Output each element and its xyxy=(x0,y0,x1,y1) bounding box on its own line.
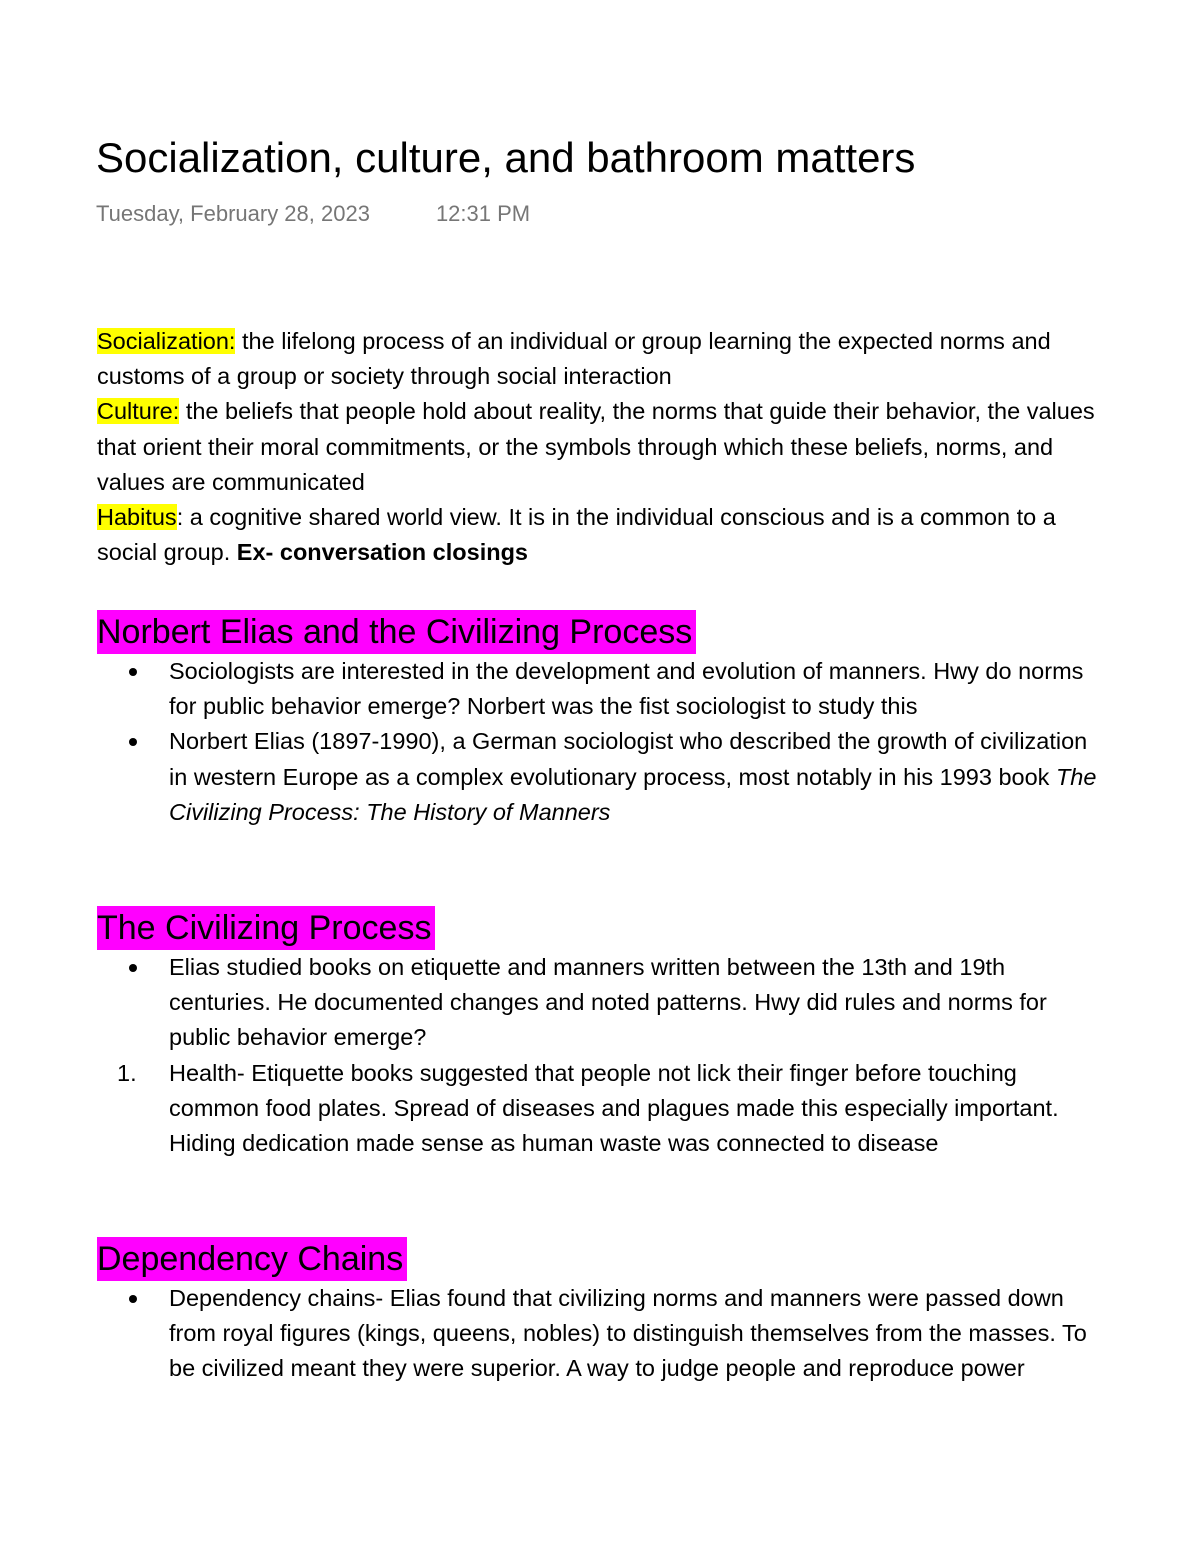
section-list xyxy=(97,1281,1107,1387)
habitus-example: Ex- conversation closings xyxy=(236,539,529,566)
list-item xyxy=(97,724,1107,830)
list-item xyxy=(97,1281,1107,1387)
definition-culture xyxy=(97,394,1097,500)
list-item-text: Dependency chains- Elias found that civilizing norms and manners were passed down from royal figures (kings, queens, nobles) to distinguish themselves from the masses. To be civilized meant they were superior. A way to judge people and reproduce power xyxy=(169,1285,1087,1382)
list-item xyxy=(97,950,1107,1056)
definitions-block xyxy=(97,324,1097,570)
section-heading: Dependency Chains xyxy=(97,1237,407,1281)
section-heading: The Civilizing Process xyxy=(97,906,435,950)
list-item xyxy=(97,654,1107,724)
book-title: The Civilizing Process: The History of Manners xyxy=(169,763,1097,825)
page-timestamp xyxy=(96,200,530,228)
section-norbert-elias xyxy=(97,610,1107,830)
list-item-text: Health- Etiquette books suggested that people not lick their finger before touching common food plates. Spread of diseases and plagues made this especially important. Hiding dedication made sense as human waste was connected to disease xyxy=(169,1059,1059,1157)
page-date: Tuesday, February 28, 2023 xyxy=(96,201,370,226)
definition-socialization-text: the lifelong process of an individual or group learning the expected norms and customs of a group or society through social interaction xyxy=(97,328,1051,390)
section-list xyxy=(97,654,1107,830)
definition-culture-text: the beliefs that people hold about reality, the norms that guide their behavior, the values that orient their moral commitments, or the symbols through which these beliefs, norms, and values are communicated xyxy=(97,398,1095,495)
list-item-text: Elias studied books on etiquette and manners written between the 13th and 19th centuries. He documented changes and noted patterns. Hwy did rules and norms for public behavior emerge? xyxy=(169,954,1047,1051)
section-heading: Norbert Elias and the Civilizing Process xyxy=(97,610,696,654)
list-item-text: Norbert Elias (1897-1990), a German sociologist who described the growth of civilization in western Europe as a complex evolutionary process, most notably in his 1993 book xyxy=(169,728,1088,790)
definition-habitus-text: : a cognitive shared world view. It is in the individual conscious and is a common to a social group. xyxy=(97,504,1056,566)
term-habitus: Habitus xyxy=(97,504,177,531)
definition-socialization xyxy=(97,324,1097,394)
list-item-text: Sociologists are interested in the development and evolution of manners. Hwy do norms for public behavior emerge? Norbert was the fist sociologist to study this xyxy=(169,658,1084,720)
numbered-list-item xyxy=(97,1056,1107,1162)
definition-habitus xyxy=(97,500,1097,570)
section-civilizing-process xyxy=(97,906,1107,1161)
term-socialization: Socialization: xyxy=(97,328,236,354)
cut-off-line xyxy=(97,1430,1107,1438)
section-dependency-chains xyxy=(97,1237,1107,1387)
page-title: Socialization, culture, and bathroom matters xyxy=(96,134,916,181)
list-number: 1. xyxy=(117,1059,137,1086)
page-time: 12:31 PM xyxy=(435,201,531,226)
term-culture: Culture: xyxy=(97,398,180,425)
section-list xyxy=(97,950,1107,1161)
